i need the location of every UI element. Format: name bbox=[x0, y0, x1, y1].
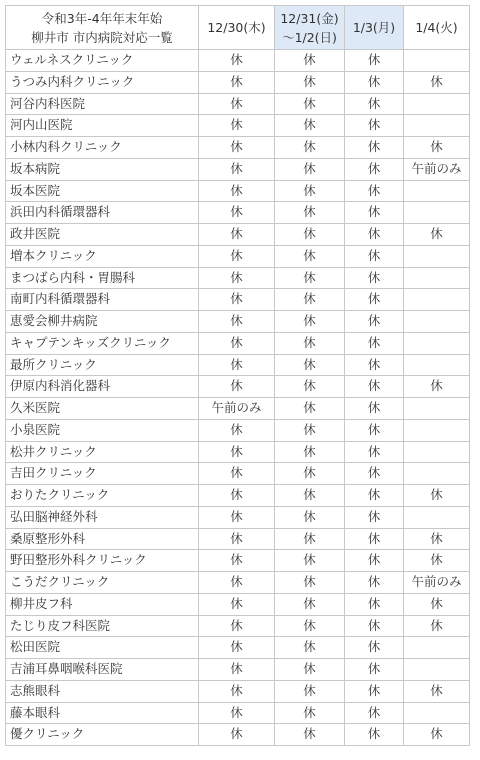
status-cell-0103: 休 bbox=[345, 615, 404, 637]
hospital-name-cell: 政井医院 bbox=[6, 224, 199, 246]
table-row bbox=[6, 50, 470, 72]
status-cell-0104 bbox=[404, 289, 470, 311]
status-cell-0103: 休 bbox=[345, 485, 404, 507]
status-cell-1230: 休 bbox=[199, 615, 275, 637]
hospital-name-cell: 小林内科クリニック bbox=[6, 137, 199, 159]
date-header-0103: 1/3(月) bbox=[345, 6, 404, 50]
status-cell-1230: 休 bbox=[199, 71, 275, 93]
table-row bbox=[6, 137, 470, 159]
status-cell-0103: 休 bbox=[345, 637, 404, 659]
table-row bbox=[6, 419, 470, 441]
status-cell-1231-0102: 休 bbox=[275, 289, 345, 311]
status-cell-1230: 休 bbox=[199, 528, 275, 550]
date-header-1231-line1: 12/31(金) bbox=[280, 10, 339, 26]
status-cell-0104 bbox=[404, 202, 470, 224]
status-cell-0103: 休 bbox=[345, 702, 404, 724]
status-cell-0104 bbox=[404, 311, 470, 333]
status-cell-1230: 午前のみ bbox=[199, 398, 275, 420]
status-cell-0103: 休 bbox=[345, 115, 404, 137]
status-cell-1231-0102: 休 bbox=[275, 332, 345, 354]
status-cell-1231-0102: 休 bbox=[275, 50, 345, 72]
status-cell-0103: 休 bbox=[345, 137, 404, 159]
status-cell-0104: 休 bbox=[404, 528, 470, 550]
status-cell-1230: 休 bbox=[199, 441, 275, 463]
hospital-name-cell: 恵愛会柳井病院 bbox=[6, 311, 199, 333]
status-cell-0104 bbox=[404, 659, 470, 681]
table-row bbox=[6, 506, 470, 528]
table-row bbox=[6, 224, 470, 246]
table-row bbox=[6, 528, 470, 550]
status-cell-0104: 休 bbox=[404, 724, 470, 746]
status-cell-1230: 休 bbox=[199, 506, 275, 528]
date-header-1230: 12/30(木) bbox=[199, 6, 275, 50]
hospital-name-cell: 吉浦耳鼻咽喉科医院 bbox=[6, 659, 199, 681]
status-cell-1230: 休 bbox=[199, 593, 275, 615]
hospital-name-cell: 最所クリニック bbox=[6, 354, 199, 376]
hospital-name-cell: キャプテンキッズクリニック bbox=[6, 332, 199, 354]
status-cell-1231-0102: 休 bbox=[275, 71, 345, 93]
hospital-name-cell: ウェルネスクリニック bbox=[6, 50, 199, 72]
status-cell-1231-0102: 休 bbox=[275, 311, 345, 333]
table-row bbox=[6, 615, 470, 637]
hospital-name-cell: 南町内科循環器科 bbox=[6, 289, 199, 311]
status-cell-0103: 休 bbox=[345, 419, 404, 441]
table-row bbox=[6, 441, 470, 463]
status-cell-0103: 休 bbox=[345, 202, 404, 224]
date-header-0104: 1/4(火) bbox=[404, 6, 470, 50]
status-cell-1230: 休 bbox=[199, 245, 275, 267]
status-cell-1230: 休 bbox=[199, 93, 275, 115]
status-cell-1230: 休 bbox=[199, 224, 275, 246]
status-cell-0103: 休 bbox=[345, 71, 404, 93]
status-cell-0103: 休 bbox=[345, 224, 404, 246]
status-cell-1231-0102: 休 bbox=[275, 267, 345, 289]
status-cell-1231-0102: 休 bbox=[275, 398, 345, 420]
status-cell-1230: 休 bbox=[199, 267, 275, 289]
hospital-name-cell: 坂本医院 bbox=[6, 180, 199, 202]
table-row bbox=[6, 680, 470, 702]
status-cell-1230: 休 bbox=[199, 158, 275, 180]
status-cell-0104 bbox=[404, 398, 470, 420]
table-row bbox=[6, 289, 470, 311]
table-row bbox=[6, 332, 470, 354]
status-cell-0104 bbox=[404, 441, 470, 463]
status-cell-1231-0102: 休 bbox=[275, 180, 345, 202]
status-cell-0104: 休 bbox=[404, 224, 470, 246]
status-cell-0104: 休 bbox=[404, 71, 470, 93]
status-cell-1230: 休 bbox=[199, 180, 275, 202]
status-cell-1230: 休 bbox=[199, 485, 275, 507]
status-cell-1231-0102: 休 bbox=[275, 137, 345, 159]
hospital-name-cell: 増本クリニック bbox=[6, 245, 199, 267]
status-cell-1230: 休 bbox=[199, 659, 275, 681]
status-cell-0103: 休 bbox=[345, 550, 404, 572]
status-cell-1230: 休 bbox=[199, 572, 275, 594]
status-cell-1230: 休 bbox=[199, 550, 275, 572]
status-cell-0103: 休 bbox=[345, 93, 404, 115]
hospital-name-cell: まつばら内科・胃腸科 bbox=[6, 267, 199, 289]
table-row bbox=[6, 485, 470, 507]
hospital-name-cell: 藤本眼科 bbox=[6, 702, 199, 724]
status-cell-0104: 休 bbox=[404, 615, 470, 637]
status-cell-0104 bbox=[404, 332, 470, 354]
table-title-line2: 柳井市 市内病院対応一覧 bbox=[31, 29, 173, 45]
status-cell-0104: 休 bbox=[404, 680, 470, 702]
hospital-name-cell: 優クリニック bbox=[6, 724, 199, 746]
status-cell-1231-0102: 休 bbox=[275, 419, 345, 441]
status-cell-1230: 休 bbox=[199, 50, 275, 72]
status-cell-0103: 休 bbox=[345, 376, 404, 398]
table-row bbox=[6, 267, 470, 289]
hospital-name-cell: 坂本病院 bbox=[6, 158, 199, 180]
table-row bbox=[6, 158, 470, 180]
status-cell-0103: 休 bbox=[345, 398, 404, 420]
status-cell-0103: 休 bbox=[345, 441, 404, 463]
status-cell-0104 bbox=[404, 115, 470, 137]
table-row bbox=[6, 572, 470, 594]
hospital-name-cell: 野田整形外科クリニック bbox=[6, 550, 199, 572]
status-cell-0104: 休 bbox=[404, 550, 470, 572]
status-cell-1231-0102: 休 bbox=[275, 615, 345, 637]
hospital-name-cell: うつみ内科クリニック bbox=[6, 71, 199, 93]
status-cell-1230: 休 bbox=[199, 311, 275, 333]
status-cell-0104 bbox=[404, 463, 470, 485]
status-cell-1231-0102: 休 bbox=[275, 593, 345, 615]
table-body bbox=[6, 50, 470, 746]
status-cell-1231-0102: 休 bbox=[275, 506, 345, 528]
status-cell-1230: 休 bbox=[199, 115, 275, 137]
status-cell-0103: 休 bbox=[345, 289, 404, 311]
status-cell-1230: 休 bbox=[199, 376, 275, 398]
status-cell-0103: 休 bbox=[345, 158, 404, 180]
table-row bbox=[6, 724, 470, 746]
status-cell-1231-0102: 休 bbox=[275, 485, 345, 507]
status-cell-0104 bbox=[404, 419, 470, 441]
status-cell-1230: 休 bbox=[199, 137, 275, 159]
status-cell-1231-0102: 休 bbox=[275, 376, 345, 398]
table-row bbox=[6, 180, 470, 202]
status-cell-0104 bbox=[404, 245, 470, 267]
status-cell-0103: 休 bbox=[345, 659, 404, 681]
status-cell-1231-0102: 休 bbox=[275, 572, 345, 594]
status-cell-1231-0102: 休 bbox=[275, 637, 345, 659]
status-cell-1231-0102: 休 bbox=[275, 354, 345, 376]
status-cell-0103: 休 bbox=[345, 354, 404, 376]
table-row bbox=[6, 637, 470, 659]
hospital-name-cell: 小泉医院 bbox=[6, 419, 199, 441]
status-cell-0103: 休 bbox=[345, 463, 404, 485]
table-title-line1: 令和3年-4年年末年始 bbox=[41, 10, 163, 26]
table-row bbox=[6, 376, 470, 398]
status-cell-0104 bbox=[404, 267, 470, 289]
table-row bbox=[6, 398, 470, 420]
hospital-name-cell: 久米医院 bbox=[6, 398, 199, 420]
hospital-name-cell: 河谷内科医院 bbox=[6, 93, 199, 115]
status-cell-1230: 休 bbox=[199, 354, 275, 376]
hospital-schedule-table bbox=[5, 5, 470, 746]
status-cell-0103: 休 bbox=[345, 311, 404, 333]
status-cell-1230: 休 bbox=[199, 702, 275, 724]
status-cell-1231-0102: 休 bbox=[275, 550, 345, 572]
status-cell-0104: 午前のみ bbox=[404, 572, 470, 594]
table-row bbox=[6, 702, 470, 724]
status-cell-1231-0102: 休 bbox=[275, 93, 345, 115]
hospital-name-cell: 吉田クリニック bbox=[6, 463, 199, 485]
status-cell-1231-0102: 休 bbox=[275, 724, 345, 746]
status-cell-0103: 休 bbox=[345, 332, 404, 354]
status-cell-1230: 休 bbox=[199, 419, 275, 441]
hospital-name-cell: 松井クリニック bbox=[6, 441, 199, 463]
hospital-name-cell: こうだクリニック bbox=[6, 572, 199, 594]
status-cell-1231-0102: 休 bbox=[275, 680, 345, 702]
table-title-header bbox=[6, 6, 199, 50]
status-cell-1231-0102: 休 bbox=[275, 463, 345, 485]
status-cell-0103: 休 bbox=[345, 180, 404, 202]
status-cell-0104 bbox=[404, 637, 470, 659]
hospital-name-cell: 浜田内科循環器科 bbox=[6, 202, 199, 224]
hospital-name-cell: 河内山医院 bbox=[6, 115, 199, 137]
status-cell-0103: 休 bbox=[345, 724, 404, 746]
status-cell-1231-0102: 休 bbox=[275, 158, 345, 180]
status-cell-0103: 休 bbox=[345, 50, 404, 72]
status-cell-1231-0102: 休 bbox=[275, 224, 345, 246]
status-cell-1231-0102: 休 bbox=[275, 702, 345, 724]
status-cell-0103: 休 bbox=[345, 528, 404, 550]
table-row bbox=[6, 550, 470, 572]
hospital-name-cell: 桑原整形外科 bbox=[6, 528, 199, 550]
schedule-table-container bbox=[5, 5, 470, 746]
status-cell-0104 bbox=[404, 180, 470, 202]
status-cell-0103: 休 bbox=[345, 267, 404, 289]
hospital-name-cell: 柳井皮フ科 bbox=[6, 593, 199, 615]
status-cell-1230: 休 bbox=[199, 289, 275, 311]
status-cell-1230: 休 bbox=[199, 332, 275, 354]
table-row bbox=[6, 71, 470, 93]
status-cell-0104 bbox=[404, 50, 470, 72]
status-cell-0104: 休 bbox=[404, 485, 470, 507]
status-cell-0103: 休 bbox=[345, 593, 404, 615]
status-cell-0103: 休 bbox=[345, 680, 404, 702]
status-cell-1230: 休 bbox=[199, 637, 275, 659]
hospital-name-cell: おりたクリニック bbox=[6, 485, 199, 507]
status-cell-1230: 休 bbox=[199, 724, 275, 746]
table-row bbox=[6, 311, 470, 333]
status-cell-1231-0102: 休 bbox=[275, 245, 345, 267]
status-cell-0103: 休 bbox=[345, 245, 404, 267]
table-row bbox=[6, 115, 470, 137]
status-cell-1230: 休 bbox=[199, 680, 275, 702]
hospital-name-cell: 弘田脳神経外科 bbox=[6, 506, 199, 528]
status-cell-0104 bbox=[404, 506, 470, 528]
status-cell-0104 bbox=[404, 93, 470, 115]
status-cell-0104: 午前のみ bbox=[404, 158, 470, 180]
table-row bbox=[6, 202, 470, 224]
status-cell-0103: 休 bbox=[345, 572, 404, 594]
hospital-name-cell: 伊原内科消化器科 bbox=[6, 376, 199, 398]
table-row bbox=[6, 93, 470, 115]
status-cell-1231-0102: 休 bbox=[275, 115, 345, 137]
status-cell-1230: 休 bbox=[199, 463, 275, 485]
table-row bbox=[6, 245, 470, 267]
date-header-1231-line2: ～1/2(日) bbox=[282, 29, 337, 45]
table-row bbox=[6, 593, 470, 615]
status-cell-0104: 休 bbox=[404, 137, 470, 159]
header-row bbox=[6, 6, 470, 50]
status-cell-0103: 休 bbox=[345, 506, 404, 528]
status-cell-0104 bbox=[404, 354, 470, 376]
status-cell-1231-0102: 休 bbox=[275, 441, 345, 463]
status-cell-1231-0102: 休 bbox=[275, 659, 345, 681]
date-header-1231-0102 bbox=[275, 6, 345, 50]
status-cell-1231-0102: 休 bbox=[275, 202, 345, 224]
status-cell-0104 bbox=[404, 702, 470, 724]
status-cell-1231-0102: 休 bbox=[275, 528, 345, 550]
table-row bbox=[6, 463, 470, 485]
hospital-name-cell: 松田医院 bbox=[6, 637, 199, 659]
status-cell-1230: 休 bbox=[199, 202, 275, 224]
hospital-name-cell: 志熊眼科 bbox=[6, 680, 199, 702]
status-cell-0104: 休 bbox=[404, 376, 470, 398]
status-cell-0104: 休 bbox=[404, 593, 470, 615]
table-row bbox=[6, 354, 470, 376]
table-row bbox=[6, 659, 470, 681]
hospital-name-cell: たじり皮フ科医院 bbox=[6, 615, 199, 637]
